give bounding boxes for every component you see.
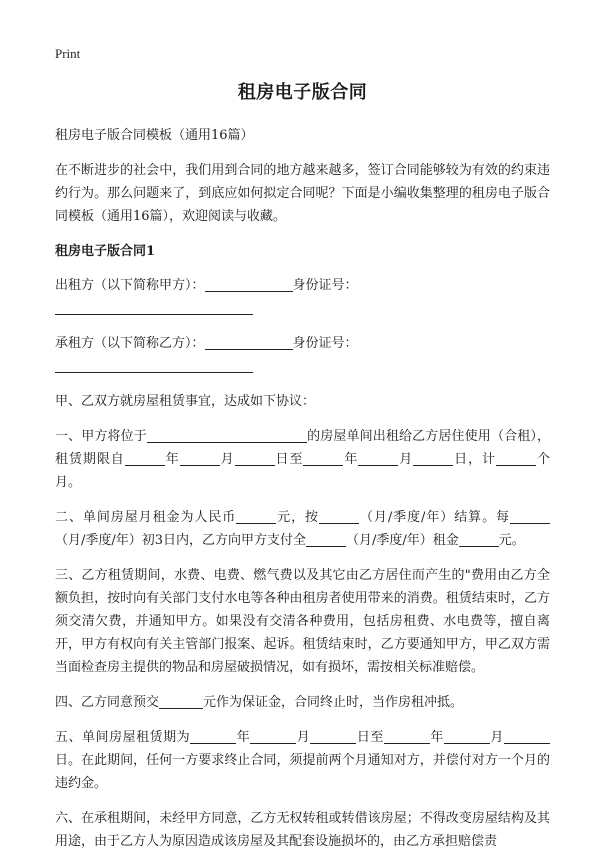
start-month-blank[interactable] bbox=[180, 450, 220, 466]
document-subtitle: 租房电子版合同模板（通用16篇） bbox=[55, 128, 254, 143]
month-label: 月 bbox=[489, 730, 504, 745]
lessor-label: 出租方（以下简称甲方）： bbox=[55, 278, 205, 293]
document-body bbox=[55, 78, 550, 853]
clause-6: 六、在承租期间，未经甲方同意，乙方无权转租或转借该房屋；不得改变房屋结构及其用途，由于乙方人为原因造成该房屋及其配套设施损坏的，由乙方承担赔偿责 bbox=[55, 811, 550, 849]
total-rent-blank[interactable] bbox=[459, 531, 499, 547]
months-label: 个月。 bbox=[55, 452, 550, 490]
lessee-line bbox=[55, 332, 550, 355]
clause-4 bbox=[55, 691, 550, 714]
rent-amount-blank[interactable] bbox=[236, 508, 276, 524]
term-end-year-blank[interactable] bbox=[384, 728, 430, 744]
page-title: 租房电子版合同 bbox=[237, 82, 368, 103]
lessor-id-blank[interactable] bbox=[55, 299, 253, 315]
clause-5 bbox=[55, 726, 550, 795]
payment-count-blank[interactable] bbox=[306, 531, 346, 547]
clause-5-text: 日。在此期间，任何一方要求终止合同，须提前两个月通知对方，并偿付对方一个月的违约金。 bbox=[55, 753, 550, 791]
month-label: 月 bbox=[398, 452, 414, 467]
day-label: 日，计 bbox=[453, 452, 496, 467]
day-label: 日至 bbox=[274, 452, 304, 467]
deposit-blank[interactable] bbox=[159, 693, 203, 709]
lessee-id-blank[interactable] bbox=[55, 357, 253, 373]
start-day-blank[interactable] bbox=[235, 450, 275, 466]
intro-paragraph: 在不断进步的社会中，我们用到合同的地方越来越多，签订合同能够较为有效的约束违约行为。那么问题来了，到底应如何拟定合同呢？下面是小编收集整理的租房电子版合同模板（通用16篇），欢迎阅读与收藏。 bbox=[55, 163, 550, 224]
clause-2 bbox=[55, 506, 550, 552]
clause-2-text: 二、单间房屋月租金为人民币 bbox=[55, 510, 237, 525]
term-start-day-blank[interactable] bbox=[310, 728, 356, 744]
end-month-blank[interactable] bbox=[358, 450, 398, 466]
address-blank[interactable] bbox=[147, 427, 307, 443]
year-label: 年 bbox=[343, 452, 359, 467]
lessee-name-blank[interactable] bbox=[205, 334, 293, 350]
lessee-id-label: 身份证号： bbox=[292, 336, 358, 351]
lessee-id-line bbox=[55, 355, 550, 378]
term-end-day-blank[interactable] bbox=[504, 728, 550, 744]
end-day-blank[interactable] bbox=[413, 450, 453, 466]
year-label: 年 bbox=[236, 730, 251, 745]
year-label: 年 bbox=[164, 452, 180, 467]
lessor-line bbox=[55, 274, 550, 297]
print-link[interactable]: Print bbox=[55, 46, 81, 61]
clause-2-text: （月/季度/年）租金 bbox=[346, 533, 459, 548]
clause-4-text: 元作为保证金，合同终止时，当作房租冲抵。 bbox=[203, 695, 464, 710]
end-year-blank[interactable] bbox=[303, 450, 343, 466]
clause-2-text: （月/季度/年）初3日内，乙方向甲方支付全 bbox=[55, 533, 307, 548]
agreement-intro: 甲、乙双方就房屋租赁事宜，达成如下协议： bbox=[55, 394, 316, 409]
clause-4-text: 四、乙方同意预交 bbox=[55, 695, 160, 710]
term-end-month-blank[interactable] bbox=[444, 728, 490, 744]
clause-5-text: 五、单间房屋租赁期为 bbox=[55, 730, 191, 745]
section-title: 租房电子版合同1 bbox=[55, 244, 156, 259]
start-year-blank[interactable] bbox=[125, 450, 165, 466]
lessor-id-line bbox=[55, 297, 550, 320]
year-label: 年 bbox=[429, 730, 444, 745]
clause-2-text: 元。 bbox=[498, 533, 525, 548]
clause-1 bbox=[55, 425, 550, 494]
month-label: 月 bbox=[219, 452, 235, 467]
term-start-year-blank[interactable] bbox=[190, 728, 236, 744]
clause-1-text: 一、甲方将位于 bbox=[55, 429, 147, 444]
term-start-month-blank[interactable] bbox=[250, 728, 296, 744]
month-label: 月 bbox=[296, 730, 311, 745]
clause-3: 三、乙方租赁期间，水费、电费、燃气费以及其它由乙方居住而产生的"费用由乙方全额负担，按时向有关部门支付水电等各种由租房者使用带来的消费。租赁结束时，乙方须交清欠费，并通知甲方。如果没有交清各种费用，包括房租费、水电费等，擅自离开，甲方有权向有关主管部门报案、起诉。租赁结束时，乙方要通知甲方，甲乙双方需当面检查房主提供的物品和房屋破损情况，如有损坏，需按相关标准赔偿。 bbox=[55, 568, 550, 675]
lessee-label: 承租方（以下简称乙方）： bbox=[55, 336, 205, 351]
day-label: 日至 bbox=[356, 730, 384, 745]
clause-2-text: （月/季度/年）结算。每 bbox=[359, 510, 510, 525]
lessor-id-label: 身份证号： bbox=[292, 278, 358, 293]
lessor-name-blank[interactable] bbox=[205, 276, 293, 292]
payment-period-blank[interactable] bbox=[510, 508, 550, 524]
settlement-period-blank[interactable] bbox=[319, 508, 359, 524]
clause-1-text: 的房屋单间出租给乙方居住使用（合租），租赁期限自 bbox=[55, 429, 550, 467]
months-blank[interactable] bbox=[496, 450, 536, 466]
clause-2-text: 元，按 bbox=[276, 510, 319, 525]
